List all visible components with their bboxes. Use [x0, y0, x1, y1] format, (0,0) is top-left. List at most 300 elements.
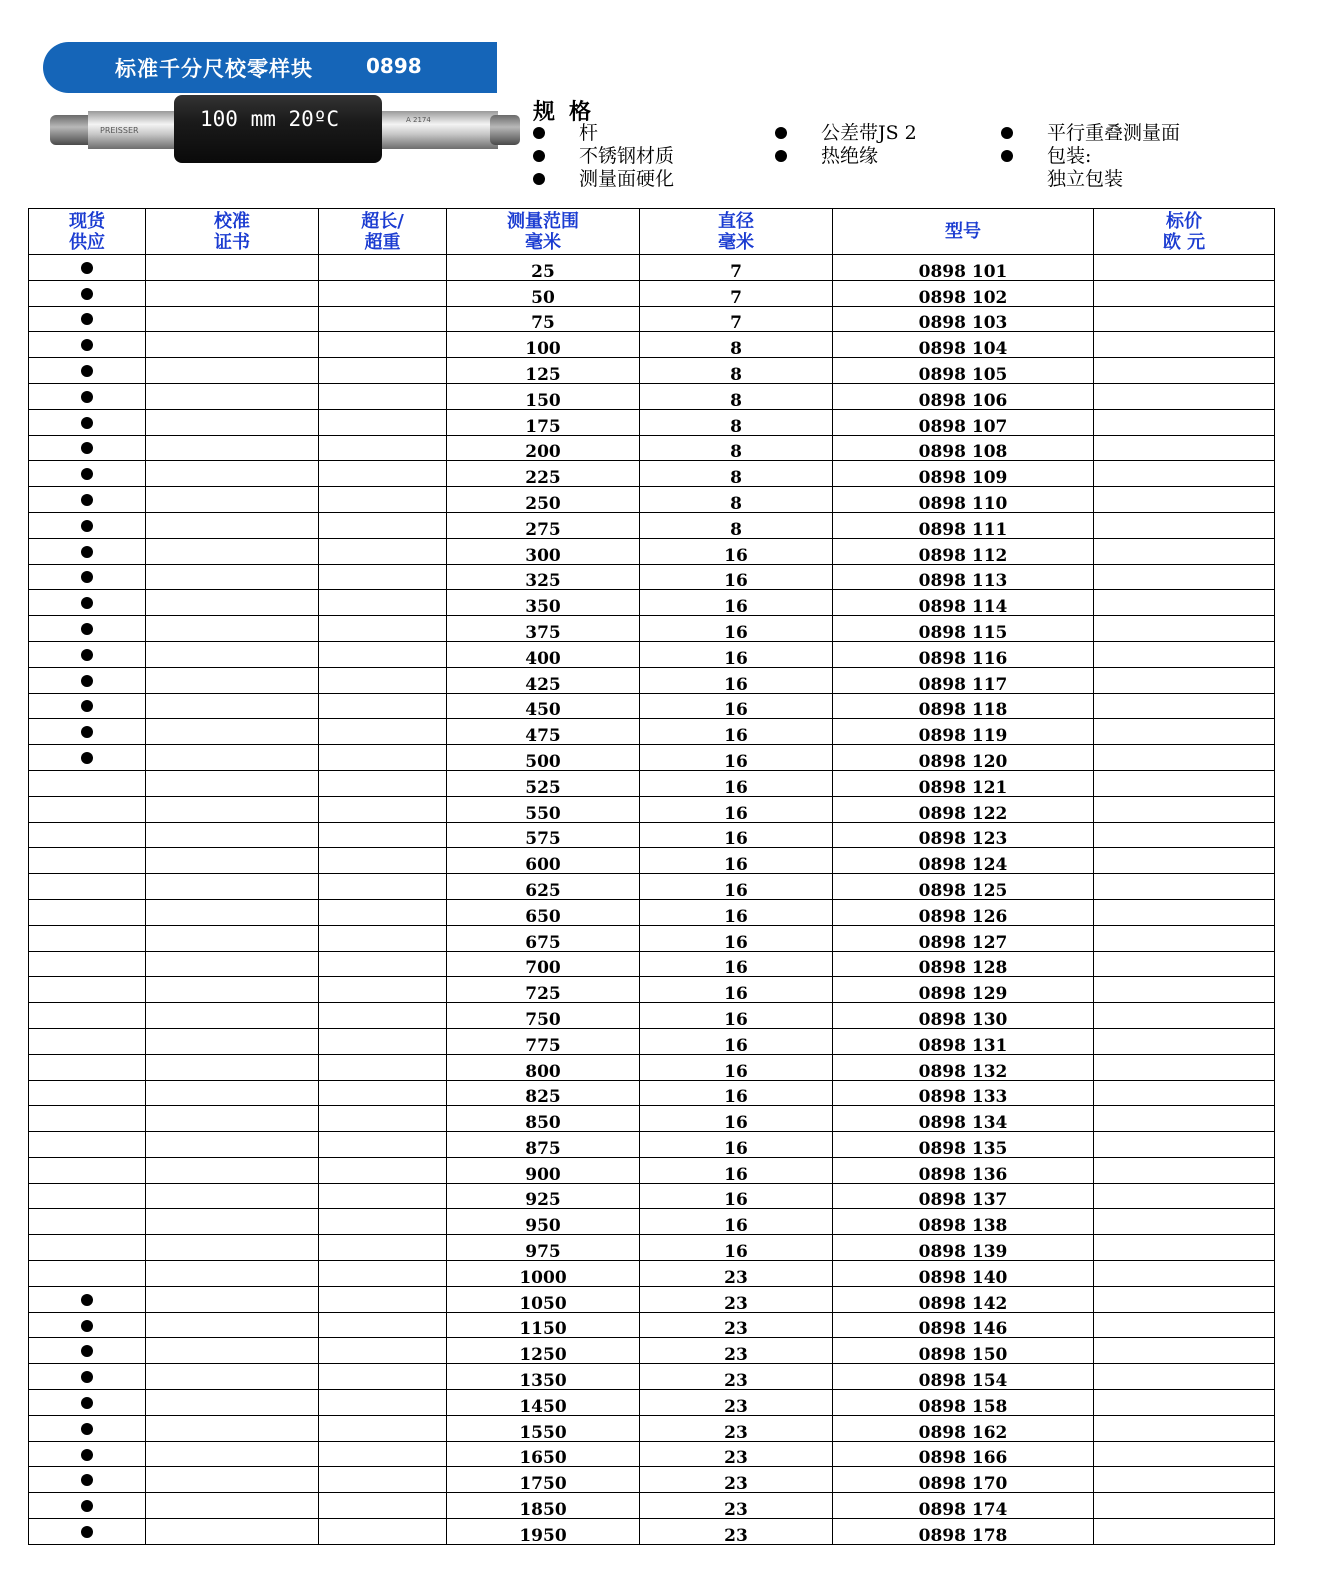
model-cell: 0898 102 — [833, 280, 1094, 306]
page-title: 标准千分尺校零样块 — [115, 57, 313, 81]
oversize-cell — [319, 1261, 447, 1287]
in-stock-dot-icon — [81, 571, 93, 583]
price-cell — [1094, 461, 1275, 487]
range-cell: 350 — [447, 590, 640, 616]
table-row — [29, 1054, 1275, 1080]
range-cell: 825 — [447, 1080, 640, 1106]
price-cell — [1094, 874, 1275, 900]
model-cell: 0898 123 — [833, 822, 1094, 848]
table-row — [29, 1106, 1275, 1132]
spec-item — [775, 145, 917, 168]
stock-cell — [29, 1338, 146, 1364]
stock-cell — [29, 538, 146, 564]
bullet-icon — [775, 150, 787, 162]
range-cell: 550 — [447, 796, 640, 822]
price-cell — [1094, 1467, 1275, 1493]
oversize-cell — [319, 1157, 447, 1183]
spec-item — [533, 145, 674, 168]
model-cell: 0898 124 — [833, 848, 1094, 874]
stock-cell — [29, 874, 146, 900]
range-cell: 450 — [447, 693, 640, 719]
calibration-cell — [146, 745, 319, 771]
stock-cell — [29, 1183, 146, 1209]
oversize-cell — [319, 925, 447, 951]
model-cell: 0898 113 — [833, 564, 1094, 590]
calibration-cell — [146, 306, 319, 332]
table-row — [29, 590, 1275, 616]
price-cell — [1094, 1157, 1275, 1183]
spec-item — [533, 122, 674, 145]
calibration-cell — [146, 1261, 319, 1287]
price-cell — [1094, 796, 1275, 822]
stock-cell — [29, 1415, 146, 1441]
oversize-cell — [319, 512, 447, 538]
price-cell — [1094, 1519, 1275, 1545]
header-diameter: 直径 毫米 — [640, 209, 833, 255]
model-cell: 0898 139 — [833, 1235, 1094, 1261]
oversize-cell — [319, 1467, 447, 1493]
stock-cell — [29, 616, 146, 642]
price-cell — [1094, 512, 1275, 538]
model-cell: 0898 105 — [833, 358, 1094, 384]
in-stock-dot-icon — [81, 675, 93, 687]
model-cell: 0898 170 — [833, 1467, 1094, 1493]
table-row — [29, 641, 1275, 667]
table-row — [29, 1132, 1275, 1158]
calibration-cell — [146, 874, 319, 900]
price-cell — [1094, 590, 1275, 616]
oversize-cell — [319, 693, 447, 719]
oversize-cell — [319, 1493, 447, 1519]
oversize-cell — [319, 255, 447, 281]
oversize-cell — [319, 564, 447, 590]
table-row — [29, 1209, 1275, 1235]
image-engraving-text: 100 mm 20ºC — [200, 107, 340, 131]
table-row — [29, 693, 1275, 719]
stock-cell — [29, 383, 146, 409]
calibration-cell — [146, 693, 319, 719]
price-cell — [1094, 693, 1275, 719]
table-row — [29, 796, 1275, 822]
oversize-cell — [319, 306, 447, 332]
price-cell — [1094, 306, 1275, 332]
model-cell: 0898 137 — [833, 1183, 1094, 1209]
spec-title: 规格 — [533, 100, 606, 125]
range-cell: 100 — [447, 332, 640, 358]
oversize-cell — [319, 1286, 447, 1312]
table-row — [29, 977, 1275, 1003]
stock-cell — [29, 770, 146, 796]
calibration-cell — [146, 641, 319, 667]
stock-cell — [29, 590, 146, 616]
diameter-cell: 16 — [640, 693, 833, 719]
calibration-cell — [146, 1415, 319, 1441]
stock-cell — [29, 1312, 146, 1338]
stock-cell — [29, 512, 146, 538]
table-row — [29, 1467, 1275, 1493]
range-cell: 1250 — [447, 1338, 640, 1364]
range-cell: 500 — [447, 745, 640, 771]
calibration-cell — [146, 1235, 319, 1261]
range-cell: 125 — [447, 358, 640, 384]
table-row — [29, 616, 1275, 642]
oversize-cell — [319, 822, 447, 848]
stock-cell — [29, 1132, 146, 1158]
oversize-cell — [319, 461, 447, 487]
in-stock-dot-icon — [81, 752, 93, 764]
model-cell: 0898 118 — [833, 693, 1094, 719]
model-cell: 0898 150 — [833, 1338, 1094, 1364]
model-cell: 0898 138 — [833, 1209, 1094, 1235]
model-cell: 0898 130 — [833, 1003, 1094, 1029]
stock-cell — [29, 925, 146, 951]
spec-item — [533, 168, 674, 191]
in-stock-dot-icon — [81, 520, 93, 532]
model-cell: 0898 107 — [833, 409, 1094, 435]
diameter-cell: 16 — [640, 899, 833, 925]
calibration-cell — [146, 1106, 319, 1132]
price-cell — [1094, 745, 1275, 771]
stock-cell — [29, 1286, 146, 1312]
stock-cell — [29, 1467, 146, 1493]
table-row — [29, 1080, 1275, 1106]
calibration-cell — [146, 1493, 319, 1519]
table-row — [29, 1003, 1275, 1029]
table-row — [29, 951, 1275, 977]
table-row — [29, 1390, 1275, 1416]
model-cell: 0898 146 — [833, 1312, 1094, 1338]
in-stock-dot-icon — [81, 313, 93, 325]
calibration-cell — [146, 332, 319, 358]
calibration-cell — [146, 1157, 319, 1183]
price-cell — [1094, 1312, 1275, 1338]
calibration-cell — [146, 951, 319, 977]
diameter-cell: 8 — [640, 383, 833, 409]
model-cell: 0898 136 — [833, 1157, 1094, 1183]
diameter-cell: 16 — [640, 1235, 833, 1261]
range-cell: 775 — [447, 1028, 640, 1054]
in-stock-dot-icon — [81, 1320, 93, 1332]
model-cell: 0898 117 — [833, 667, 1094, 693]
range-cell: 900 — [447, 1157, 640, 1183]
price-cell — [1094, 667, 1275, 693]
model-cell: 0898 154 — [833, 1364, 1094, 1390]
table-row — [29, 1157, 1275, 1183]
in-stock-dot-icon — [81, 1397, 93, 1409]
calibration-cell — [146, 1132, 319, 1158]
price-cell — [1094, 1415, 1275, 1441]
model-cell: 0898 119 — [833, 719, 1094, 745]
diameter-cell: 16 — [640, 1183, 833, 1209]
diameter-cell: 8 — [640, 435, 833, 461]
diameter-cell: 16 — [640, 977, 833, 1003]
range-cell: 575 — [447, 822, 640, 848]
table-row — [29, 1261, 1275, 1287]
stock-cell — [29, 899, 146, 925]
price-cell — [1094, 435, 1275, 461]
calibration-cell — [146, 358, 319, 384]
model-cell: 0898 140 — [833, 1261, 1094, 1287]
diameter-cell: 16 — [640, 1157, 833, 1183]
price-cell — [1094, 255, 1275, 281]
calibration-cell — [146, 461, 319, 487]
oversize-cell — [319, 977, 447, 1003]
in-stock-dot-icon — [81, 1449, 93, 1461]
range-cell: 1050 — [447, 1286, 640, 1312]
calibration-cell — [146, 1312, 319, 1338]
diameter-cell: 16 — [640, 951, 833, 977]
in-stock-dot-icon — [81, 442, 93, 454]
stock-cell — [29, 435, 146, 461]
range-cell: 800 — [447, 1054, 640, 1080]
spec-text: 热绝缘 — [821, 145, 879, 167]
table-row — [29, 332, 1275, 358]
stock-cell — [29, 667, 146, 693]
header-oversize: 超长/ 超重 — [319, 209, 447, 255]
stock-cell — [29, 332, 146, 358]
model-cell: 0898 110 — [833, 487, 1094, 513]
oversize-cell — [319, 1003, 447, 1029]
table-row — [29, 280, 1275, 306]
range-cell: 325 — [447, 564, 640, 590]
oversize-cell — [319, 951, 447, 977]
diameter-cell: 16 — [640, 796, 833, 822]
range-cell: 950 — [447, 1209, 640, 1235]
in-stock-dot-icon — [81, 1474, 93, 1486]
table-row — [29, 1519, 1275, 1545]
header-stock: 现货 供应 — [29, 209, 146, 255]
diameter-cell: 16 — [640, 1028, 833, 1054]
price-cell — [1094, 899, 1275, 925]
diameter-cell: 23 — [640, 1467, 833, 1493]
stock-cell — [29, 487, 146, 513]
calibration-cell — [146, 1441, 319, 1467]
range-cell: 1850 — [447, 1493, 640, 1519]
table-row — [29, 822, 1275, 848]
diameter-cell: 7 — [640, 280, 833, 306]
price-cell — [1094, 1286, 1275, 1312]
range-cell: 1150 — [447, 1312, 640, 1338]
oversize-cell — [319, 899, 447, 925]
table-row — [29, 899, 1275, 925]
calibration-cell — [146, 409, 319, 435]
in-stock-dot-icon — [81, 700, 93, 712]
price-cell — [1094, 409, 1275, 435]
range-cell: 275 — [447, 512, 640, 538]
range-cell: 475 — [447, 719, 640, 745]
oversize-cell — [319, 1441, 447, 1467]
header-measuring-range: 测量范围 毫米 — [447, 209, 640, 255]
table-row — [29, 409, 1275, 435]
model-cell: 0898 120 — [833, 745, 1094, 771]
price-cell — [1094, 358, 1275, 384]
stock-cell — [29, 358, 146, 384]
table-row — [29, 564, 1275, 590]
model-cell: 0898 115 — [833, 616, 1094, 642]
oversize-cell — [319, 435, 447, 461]
range-cell: 875 — [447, 1132, 640, 1158]
table-row — [29, 255, 1275, 281]
calibration-cell — [146, 1364, 319, 1390]
header-calibration-cert: 校准 证书 — [146, 209, 319, 255]
diameter-cell: 16 — [640, 745, 833, 771]
diameter-cell: 16 — [640, 1003, 833, 1029]
price-cell — [1094, 564, 1275, 590]
table-row — [29, 925, 1275, 951]
stock-cell — [29, 745, 146, 771]
in-stock-dot-icon — [81, 649, 93, 661]
price-cell — [1094, 1235, 1275, 1261]
range-cell: 225 — [447, 461, 640, 487]
stock-cell — [29, 1157, 146, 1183]
model-cell: 0898 108 — [833, 435, 1094, 461]
price-cell — [1094, 641, 1275, 667]
spec-item — [1001, 122, 1180, 145]
diameter-cell: 16 — [640, 590, 833, 616]
diameter-cell: 8 — [640, 461, 833, 487]
table-row — [29, 1338, 1275, 1364]
spec-text: 不锈钢材质 — [579, 145, 675, 167]
calibration-cell — [146, 848, 319, 874]
calibration-cell — [146, 435, 319, 461]
table-row — [29, 538, 1275, 564]
diameter-cell: 8 — [640, 332, 833, 358]
range-cell: 1950 — [447, 1519, 640, 1545]
calibration-cell — [146, 667, 319, 693]
spec-text: 公差带JS 2 — [821, 122, 917, 144]
model-cell: 0898 178 — [833, 1519, 1094, 1545]
table-row — [29, 1493, 1275, 1519]
model-cell: 0898 174 — [833, 1493, 1094, 1519]
oversize-cell — [319, 1364, 447, 1390]
price-cell — [1094, 1209, 1275, 1235]
diameter-cell: 7 — [640, 255, 833, 281]
calibration-cell — [146, 1519, 319, 1545]
in-stock-dot-icon — [81, 546, 93, 558]
bullet-icon — [533, 150, 545, 162]
price-cell — [1094, 1003, 1275, 1029]
range-cell: 375 — [447, 616, 640, 642]
oversize-cell — [319, 332, 447, 358]
oversize-cell — [319, 1519, 447, 1545]
spec-text: 测量面硬化 — [579, 168, 675, 190]
spec-column-1 — [533, 122, 674, 191]
calibration-cell — [146, 512, 319, 538]
diameter-cell: 23 — [640, 1390, 833, 1416]
in-stock-dot-icon — [81, 1526, 93, 1538]
price-cell — [1094, 1390, 1275, 1416]
stock-cell — [29, 1054, 146, 1080]
price-cell — [1094, 487, 1275, 513]
oversize-cell — [319, 538, 447, 564]
gauge-block-image — [50, 95, 520, 165]
range-cell: 850 — [447, 1106, 640, 1132]
in-stock-dot-icon — [81, 494, 93, 506]
oversize-cell — [319, 616, 447, 642]
title-banner — [43, 42, 497, 93]
range-cell: 650 — [447, 899, 640, 925]
model-cell: 0898 116 — [833, 641, 1094, 667]
calibration-cell — [146, 1183, 319, 1209]
stock-cell — [29, 796, 146, 822]
oversize-cell — [319, 770, 447, 796]
range-cell: 75 — [447, 306, 640, 332]
model-cell: 0898 128 — [833, 951, 1094, 977]
range-cell: 1450 — [447, 1390, 640, 1416]
diameter-cell: 23 — [640, 1415, 833, 1441]
range-cell: 300 — [447, 538, 640, 564]
oversize-cell — [319, 1028, 447, 1054]
diameter-cell: 16 — [640, 719, 833, 745]
diameter-cell: 23 — [640, 1286, 833, 1312]
model-cell: 0898 122 — [833, 796, 1094, 822]
table-row — [29, 1183, 1275, 1209]
diameter-cell: 23 — [640, 1312, 833, 1338]
diameter-cell: 8 — [640, 409, 833, 435]
image-brand-text: PREISSER — [100, 126, 139, 135]
spec-text: 杆 — [579, 122, 599, 144]
calibration-cell — [146, 796, 319, 822]
calibration-cell — [146, 1054, 319, 1080]
price-cell — [1094, 822, 1275, 848]
in-stock-dot-icon — [81, 623, 93, 635]
stock-cell — [29, 1493, 146, 1519]
model-cell: 0898 111 — [833, 512, 1094, 538]
oversize-cell — [319, 1338, 447, 1364]
price-cell — [1094, 1106, 1275, 1132]
diameter-cell: 16 — [640, 848, 833, 874]
spec-item — [1001, 145, 1180, 168]
price-cell — [1094, 1364, 1275, 1390]
price-cell — [1094, 1183, 1275, 1209]
diameter-cell: 23 — [640, 1493, 833, 1519]
stock-cell — [29, 1390, 146, 1416]
diameter-cell: 16 — [640, 667, 833, 693]
oversize-cell — [319, 1183, 447, 1209]
calibration-cell — [146, 564, 319, 590]
price-cell — [1094, 770, 1275, 796]
calibration-cell — [146, 1467, 319, 1493]
oversize-cell — [319, 409, 447, 435]
model-cell: 0898 106 — [833, 383, 1094, 409]
model-cell: 0898 131 — [833, 1028, 1094, 1054]
price-cell — [1094, 1261, 1275, 1287]
in-stock-dot-icon — [81, 1500, 93, 1512]
table-row — [29, 358, 1275, 384]
calibration-cell — [146, 770, 319, 796]
oversize-cell — [319, 1235, 447, 1261]
bullet-icon — [1001, 127, 1013, 139]
calibration-cell — [146, 616, 319, 642]
diameter-cell: 23 — [640, 1364, 833, 1390]
stock-cell — [29, 1003, 146, 1029]
price-cell — [1094, 951, 1275, 977]
table-row — [29, 1286, 1275, 1312]
price-cell — [1094, 1028, 1275, 1054]
oversize-cell — [319, 1415, 447, 1441]
table-row — [29, 487, 1275, 513]
in-stock-dot-icon — [81, 1423, 93, 1435]
price-cell — [1094, 616, 1275, 642]
spec-text: 独立包装 — [1047, 168, 1124, 190]
model-cell: 0898 162 — [833, 1415, 1094, 1441]
diameter-cell: 8 — [640, 512, 833, 538]
product-code: 0898 — [366, 54, 422, 78]
calibration-cell — [146, 1338, 319, 1364]
calibration-cell — [146, 719, 319, 745]
stock-cell — [29, 693, 146, 719]
oversize-cell — [319, 383, 447, 409]
